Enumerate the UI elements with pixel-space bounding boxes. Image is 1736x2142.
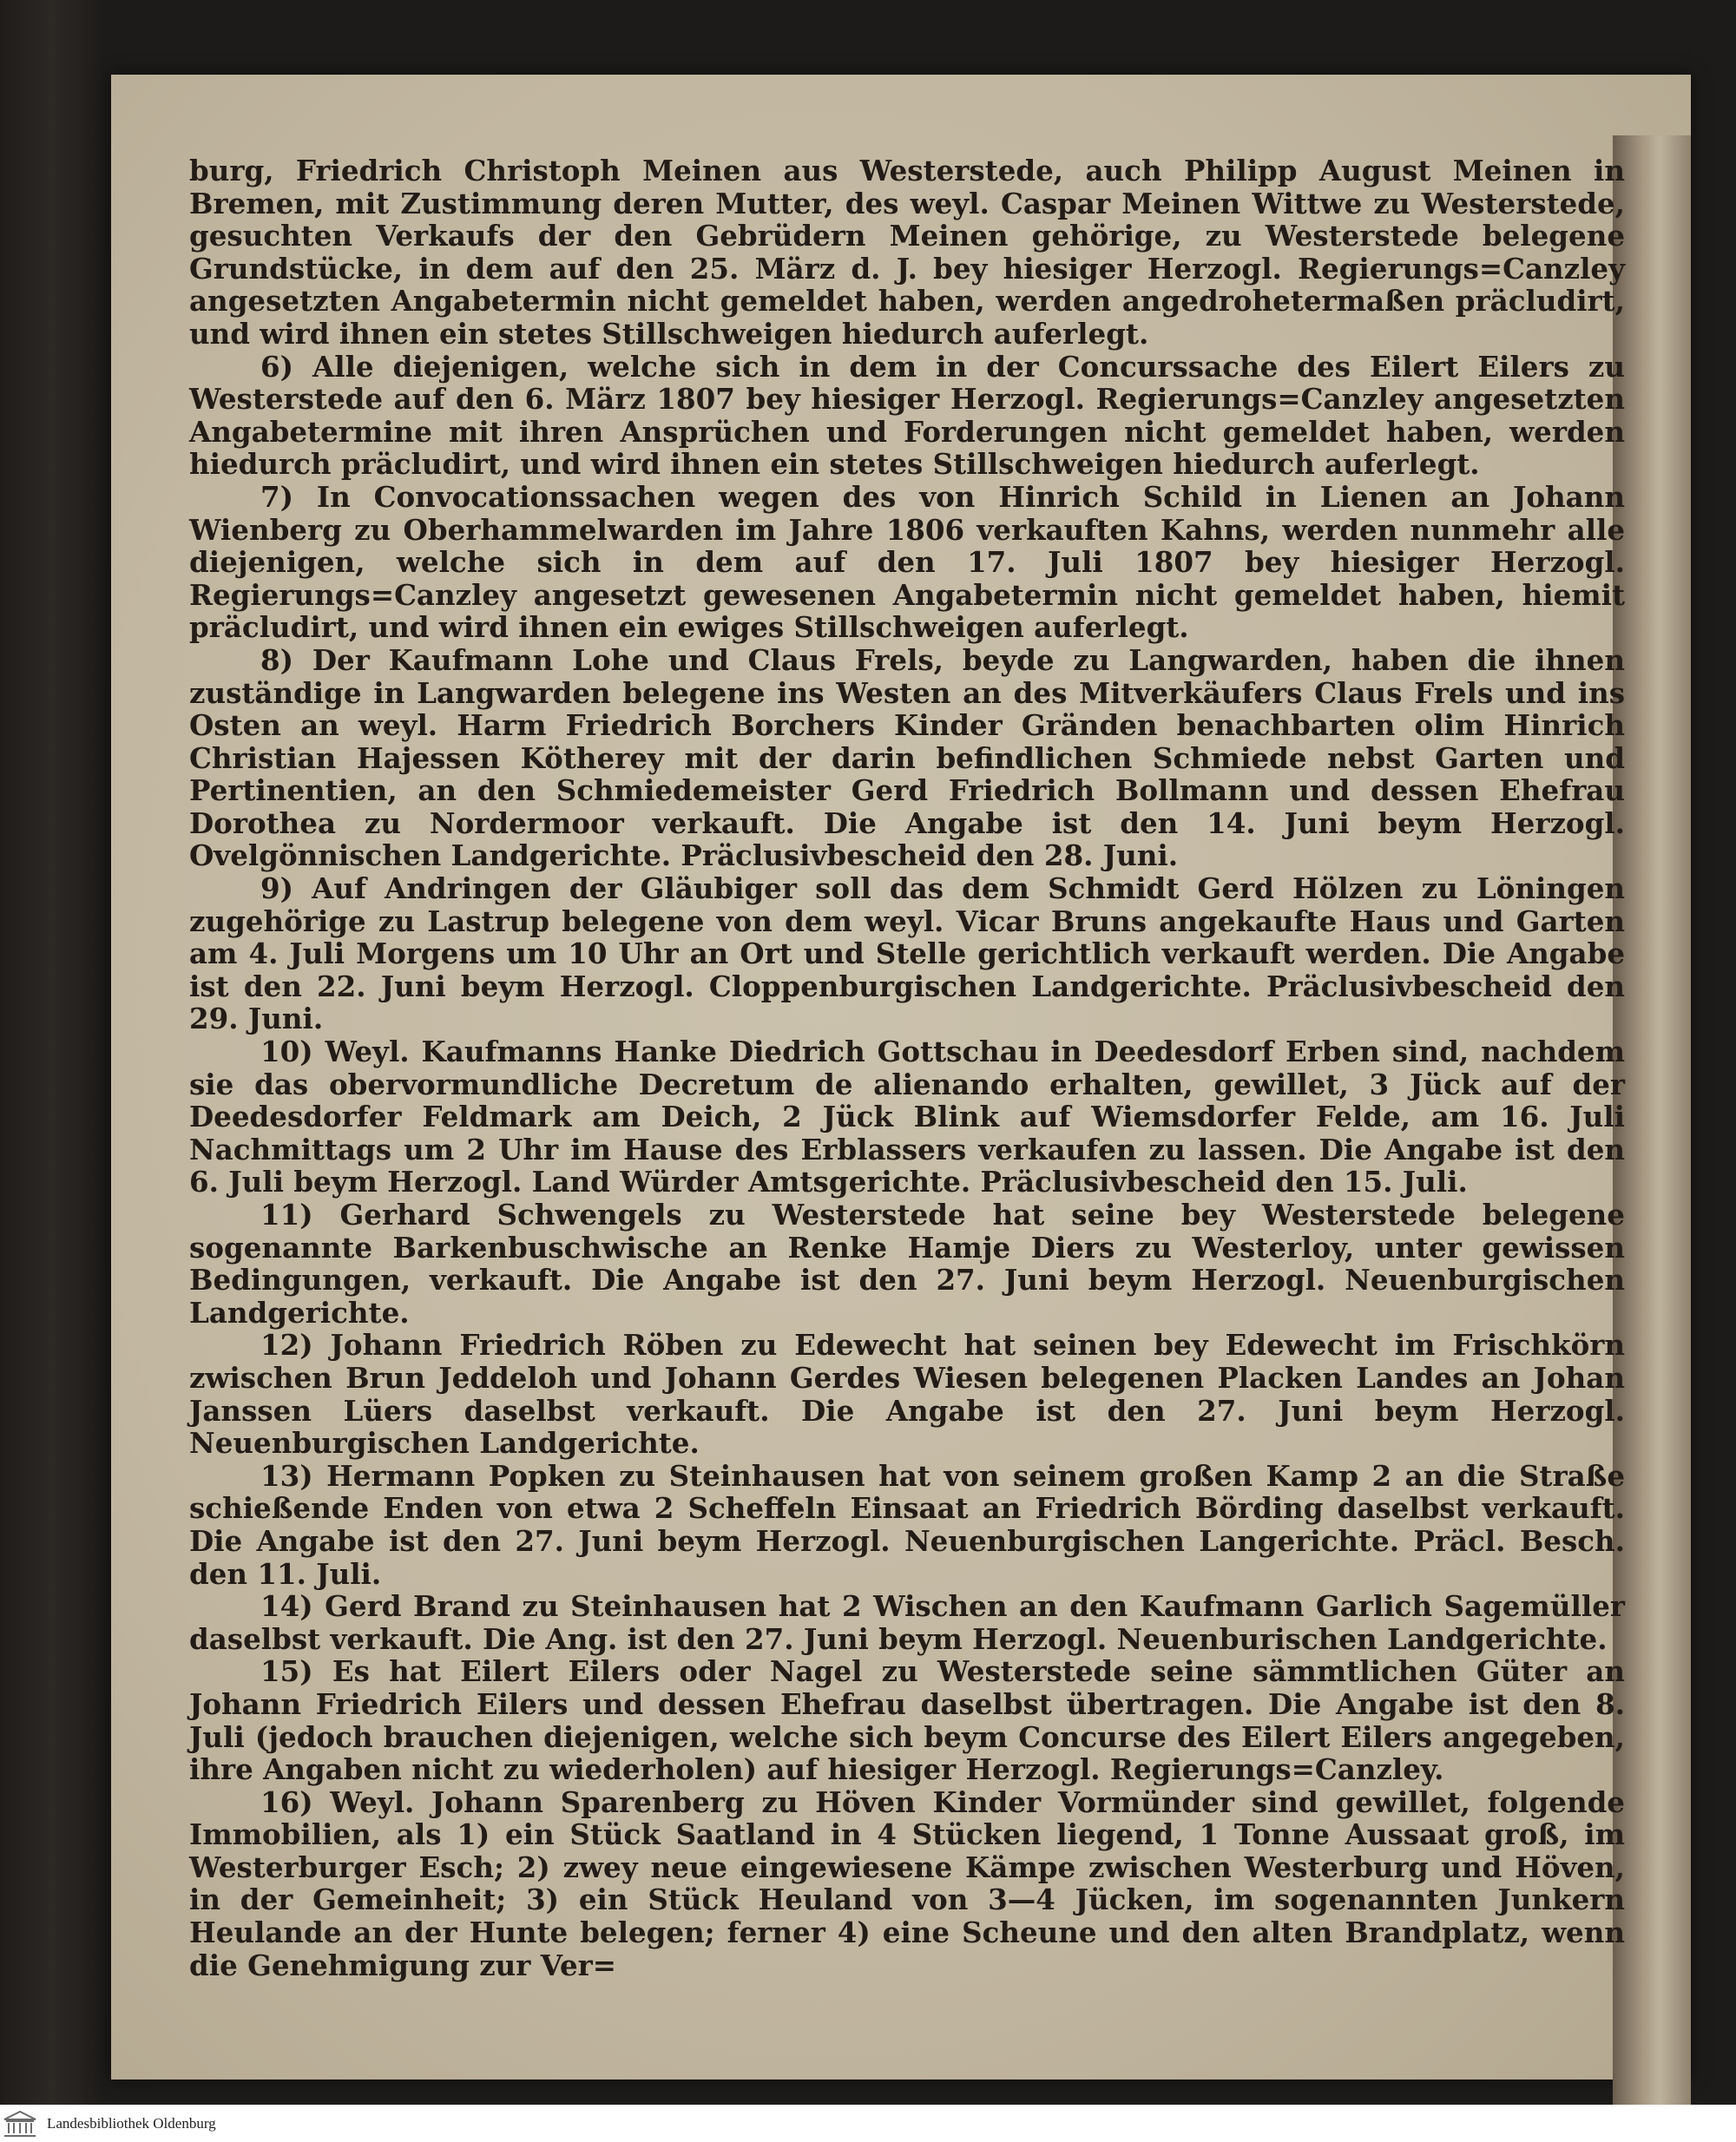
paragraph-9: 9) Auf Andringen der Gläubiger soll das dem Schmidt Gerd Hölzen zu Löningen zugehörige zu Lastrup belegene von dem weyl. Vicar Bruns angekaufte Haus und Garten am 4. Juli Morgens um 10 Uhr an Ort und Stelle gerichtlich verkauft werden. Die Angabe ist den 22. Juni beym Herzogl. Cloppenburgischen Landgerichte. Präclusivbescheid den 29. Juni. bbox=[189, 871, 1625, 1036]
paragraph-7: 7) In Convocationssachen wegen des von Hinrich Schild in Lienen an Johann Wienberg zu Oberhammelwarden im Jahre 1806 verkauften Kahns, werden nunmehr alle diejenigen, welche sich in dem auf den 17. Juli 1807 bey hiesiger Herzogl. Regierungs=Canzley angesetzt gewesenen Angabetermin nicht gemeldet haben, hiemit präcludirt, und wird ihnen ein ewiges Stillschweigen auferlegt. bbox=[189, 479, 1625, 645]
paragraph-15: 15) Es hat Eilert Eilers oder Nagel zu Westerstede seine sämmtlichen Güter an Johann Friedrich Eilers und dessen Ehefrau daselbst übertragen. Die Angabe ist den 8. Juli (jedoch brauchen diejenigen, welche sich beym Concurse des Eilert Eilers angegeben, ihre Angaben nicht zu wiederholen) auf hiesiger Herzogl. Regierungs=Canzley. bbox=[189, 1654, 1625, 1787]
paragraph-12: 12) Johann Friedrich Röben zu Edewecht hat seinen bey Edewecht im Frischkörn zwischen Brun Jeddeloh und Johann Gerdes Wiesen belegenen Placken Landes an Johan Janssen Lüers daselbst verkauft. Die Angabe ist den 27. Juni beym Herzogl. Neuenburgischen Landgerichte. bbox=[189, 1328, 1625, 1461]
library-name: Landesbibliothek Oldenburg bbox=[47, 2114, 216, 2132]
paragraph-16: 16) Weyl. Johann Sparenberg zu Höven Kinder Vormünder sind gewillet, folgende Immobilien, als 1) ein Stück Saatland in 4 Stücken liegend, 1 Tonne Aussaat groß, im Westerburger Esch; 2) zwey neue eingewiesene Kämpe zwischen Westerburg und Höven, in der Gemeinheit; 3) ein Stück Heuland von 3—4 Jücken, im sogenannten Junkern Heulande an der Hunte belegen; ferner 4) eine Scheune und den alten Brandplatz, wenn die Genehmigung zur Ver= bbox=[189, 1784, 1625, 1982]
footer-bar bbox=[0, 2105, 1736, 2142]
paragraph-continuation: burg, Friedrich Christoph Meinen aus Westerstede, auch Philipp August Meinen in Bremen, mit Zustimmung deren Mutter, des weyl. Caspar Meinen Wittwe zu Westerstede, gesuchten Verkaufs der den Gebrüdern Meinen gehörige, zu Westerstede belegene Grundstücke, in dem auf den 25. März d. J. bey hiesiger Herzogl. Regierungs=Canzley angesetzten Angabetermin nicht gemeldet haben, werden angedrohetermaßen präcludirt, und wird ihnen ein stetes Stillschweigen hiedurch auferlegt. bbox=[189, 154, 1625, 351]
paragraph-14: 14) Gerd Brand zu Steinhausen hat 2 Wischen an den Kaufmann Garlich Sagemüller daselbst verkauft. Die Ang. ist den 27. Juni beym Herzogl. Neuenburischen Landgerichte. bbox=[189, 1589, 1625, 1656]
paragraph-8: 8) Der Kaufmann Lohe und Claus Frels, beyde zu Langwarden, haben die ihnen zuständige in Langwarden belegene ins Westen an des Mitverkäufers Claus Frels und ins Osten an weyl. Harm Friedrich Borchers Kinder Gränden benachbarten olim Hinrich Christian Hajessen Kötherey mit der darin befindlichen Schmiede nebst Garten und Pertinentien, an den Schmiedemeister Gerd Friedrich Bollmann und dessen Ehefrau Dorothea zu Nordermoor verkauft. Die Angabe ist den 14. Juni beym Herzogl. Ovelgönnischen Landgerichte. Präclusivbescheid den 28. Juni. bbox=[189, 642, 1625, 873]
paragraph-13: 13) Hermann Popken zu Steinhausen hat von seinem großen Kamp 2 an die Straße schießende Enden von etwa 2 Scheffeln Einsaat an Friedrich Börding daselbst verkauft. Die Angabe ist den 27. Juni beym Herzogl. Neuenburgischen Langerichte. Präcl. Besch. den 11. Juli. bbox=[189, 1458, 1625, 1591]
document-text bbox=[189, 154, 1625, 1982]
library-building-icon bbox=[2, 2109, 38, 2139]
paragraph-6: 6) Alle diejenigen, welche sich in dem in der Concurssache des Eilert Eilers zu Westerstede auf den 6. März 1807 bey hiesiger Herzogl. Regierungs=Canzley angesetzten Angabetermine mit ihren Ansprüchen und Forderungen nicht gemeldet haben, werden hiedurch präcludirt, und wird ihnen ein stetes Stillschweigen hiedurch auferlegt. bbox=[189, 349, 1625, 482]
paragraph-10: 10) Weyl. Kaufmanns Hanke Diedrich Gottschau in Deedesdorf Erben sind, nachdem sie das obervormundliche Decretum de alienando erhalten, gewillet, 3 Jück auf der Deedesdorfer Feldmark am Deich, 2 Jück Blink auf Wiemsdorfer Felde, am 16. Juli Nachmittags um 2 Uhr im Hause des Erblassers verkaufen zu lassen. Die Angabe ist den 6. Juli beym Herzogl. Land Würder Amtsgerichte. Präclusivbescheid den 15. Juli. bbox=[189, 1035, 1625, 1199]
paragraph-11: 11) Gerhard Schwengels zu Westerstede hat seine bey Westerstede belegene sogenannte Barkenbuschwische an Renke Hamje Diers zu Westerloy, unter gewissen Bedingungen, verkauft. Die Angabe ist den 27. Juni beym Herzogl. Neuenburgischen Landgerichte. bbox=[189, 1198, 1625, 1330]
